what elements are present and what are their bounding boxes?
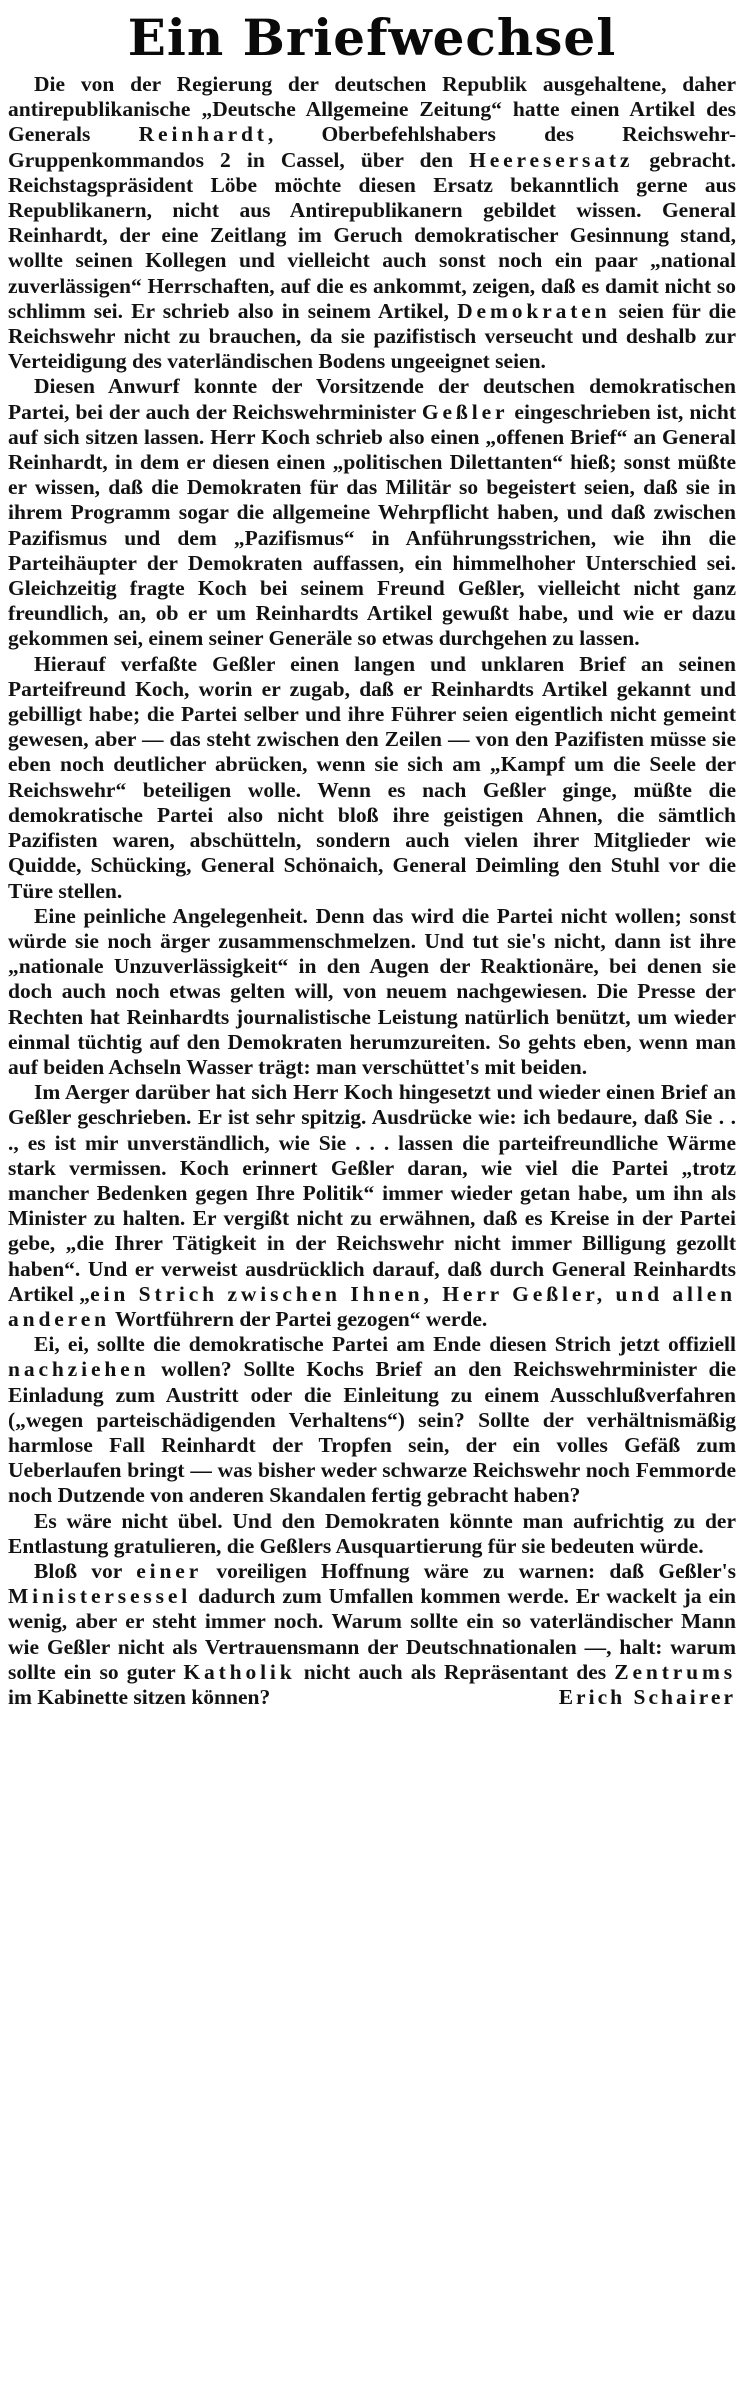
paragraph-text: , Oberbefehlshabers des Reichswehr-Gruppenkommandos 2 in Cassel, über den (8, 122, 737, 172)
article-paragraph (8, 652, 736, 904)
article-paragraph (8, 1332, 736, 1508)
article-paragraph (8, 1080, 736, 1332)
author-signature: Erich Schairer (558, 1685, 736, 1710)
article-paragraph (8, 904, 736, 1080)
paragraph-text: gebracht. Reichstagspräsident Löbe möchte diesen Ersatz bekanntlich gerne aus Republikanern, nicht aus Antirepublikanern gebildet wissen. General Reinhardt, der eine Zeitlang im Geruch demokratischer Gesinnung stand, wollte seinen Kollegen und vielleicht auch sonst noch ein paar „national zuverlässigen“ Herrschaften, auf die es ankommt, zeigen, daß es damit nicht so schlimm sei. Er schrieb also in seinem Artikel, (8, 147, 736, 323)
emphasized-text: Katholik (183, 1659, 296, 1684)
emphasized-text: einer (136, 1558, 203, 1583)
article-paragraph (8, 72, 736, 374)
emphasized-text: Zentrums (614, 1659, 737, 1684)
paragraph-text: Eine peinliche Angelegenheit. Denn das wird die Partei nicht wollen; sonst würde sie noch ärger zusammenschmelzen. Und tut sie's nicht, dann ist ihre „nationale Unzuverlässigkeit“ in den Augen der Reaktionäre, bei denen sie doch auch noch etwas gelten will, von neuem nachgewiesen. Die Presse der Rechten hat Reinhardts journalistische Leistung natürlich benützt, um wieder einmal tüchtig auf den Demokraten herumzureiten. So gehts eben, wenn man auf beiden Achseln Wasser trägt: man verschüttet's mit beiden. (8, 903, 736, 1079)
paragraph-text: nicht auch als Repräsentant des (295, 1659, 615, 1684)
article-paragraph (8, 1509, 736, 1559)
paragraph-text: dadurch zum Umfallen kommen werde. Er wackelt ja ein wenig, aber er steht immer noch. Warum sollte ein so vaterländischer Mann wie Geßler nicht als Vertrauensmann der Deutschnationalen —, halt: warum sollte ein so guter (8, 1584, 736, 1684)
paragraph-text: im Kabinette sitzen können? (8, 1685, 271, 1709)
emphasized-text: Reinhardt (138, 122, 268, 147)
paragraph-text: Hierauf verfaßte Geßler einen langen und unklaren Brief an seinen Parteifreund Koch, worin er zugab, daß er Reinhardts Artikel gekannt und gebilligt habe; die Partei selber und ihre Führer seien eigentlich nicht gemeint gewesen, aber — das steht zwischen den Zeilen — von den Pazifisten müsse sie eben noch deutlicher abrücken, wenn sie sich am „Kampf um die Seele der Reichswehr“ beteiligen wolle. Wenn es nach Geßler ginge, müßte die demokratische Partei also nicht bloß ihre geistigen Ahnen, die sämtlich Pazifisten waren, abschütteln, sondern auch vielen ihrer Mitglieder wie Quidde, Schücking, General Schönaich, General Deimling den Stuhl vor die Türe stellen. (8, 651, 736, 903)
emphasized-text: Demokraten (457, 298, 611, 323)
article-headline: Ein Briefwechsel (127, 8, 617, 67)
paragraph-text: Es wäre nicht übel. Und den Demokraten könnte man aufrichtig zu der Entlastung gratulieren, die Geßlers Ausquartierung für sie bedeuten würde. (8, 1508, 736, 1558)
paragraph-text: voreiligen Hoffnung wäre zu warnen: daß Geßler's (202, 1558, 736, 1583)
emphasized-text: Ministersessel (8, 1584, 192, 1609)
emphasized-text: Geßler (421, 399, 509, 424)
paragraph-text: Die von der Regierung der deutschen Republik ausgehaltene, daher antirepublikanische „Deutsche Allgemeine Zeitung“ hatte einen Artikel des Generals (8, 72, 736, 147)
emphasized-text: Heeresersatz (469, 147, 634, 172)
emphasized-text: nachziehen (8, 1357, 150, 1382)
paragraph-text: Im Aerger darüber hat sich Herr Koch hingesetzt und wieder einen Brief an Geßler geschrieben. Er ist sehr spitzig. Ausdrücke wie: ich bedaure, daß Sie . . ., es ist mir unverständlich, wie Sie . . . lassen die parteifreundliche Wärme stark vermissen. Koch erinnert Geßler daran, wie viel die Partei „trotz mancher Bedenken gegen Ihre Politik“ immer wieder getan habe, um ihn als Minister zu halten. Er vergißt nicht zu erwähnen, daß es Kreise in der Partei gebe, „die Ihrer Tätigkeit in der Reichswehr nicht immer Billigung gezollt haben“. Und er verweist ausdrücklich darauf, daß durch General Reinhardts Artikel „ (8, 1080, 736, 1306)
paragraph-text: wollen? Sollte Kochs Brief an den Reichswehrminister die Einladung zum Austritt oder die Einleitung zu einem Ausschlußverfahren („wegen parteischädigenden Verhaltens“) sein? Sollte der verhältnismäßig harmlose Fall Reinhardt der Tropfen sein, der ein volles Gefäß zum Ueberlaufen bringt — was bisher weder schwarze Reichswehr noch Femmorde noch Dutzende von anderen Skandalen fertig gebracht haben? (8, 1357, 736, 1508)
paragraph-text: Ei, ei, sollte die demokratische Partei am Ende diesen Strich jetzt offiziell (34, 1332, 736, 1357)
paragraph-text: Wortführern der Partei gezogen“ werde. (109, 1306, 488, 1331)
paragraph-text: Diesen Anwurf konnte der Vorsitzende der deutschen demokratischen Partei, bei der auch der Reichswehrminister (8, 374, 736, 424)
article-body (8, 72, 736, 1710)
paragraph-text: seien für die Reichswehr nicht zu brauchen, da sie pazifistisch verseucht und deshalb zur Verteidigung des vaterländischen Bodens ungeeignet seien. (8, 298, 736, 374)
paragraph-text: Bloß vor (34, 1558, 137, 1583)
emphasized-text: ein Strich zwischen Ihnen, Herr Geßler, und allen anderen (8, 1281, 736, 1331)
paragraph-text: eingeschrieben ist, nicht auf sich sitzen lassen. Herr Koch schrieb also einen „offenen Brief“ an General Reinhardt, in dem er diesen einen „politischen Dilettanten“ hieß; sonst müßte er wissen, daß die Demokraten für das Militär so begeistert seien, daß sie in ihrem Programm sogar die allgemeine Wehrpflicht haben, und daß zwischen Pazifismus und dem „Pazifismus“ in Anführungsstrichen, wie ihn die Parteihäupter der Demokraten auffassen, ein himmelhoher Unterschied sei. Gleichzeitig fragte Koch bei seinem Freund Geßler, vielleicht nicht ganz freundlich, an, ob er um Reinhardts Artikel gewußt habe, und wie er dazu gekommen sei, einem seiner Generäle so etwas durchgehen zu lassen. (8, 399, 736, 651)
article-paragraph (8, 374, 736, 651)
